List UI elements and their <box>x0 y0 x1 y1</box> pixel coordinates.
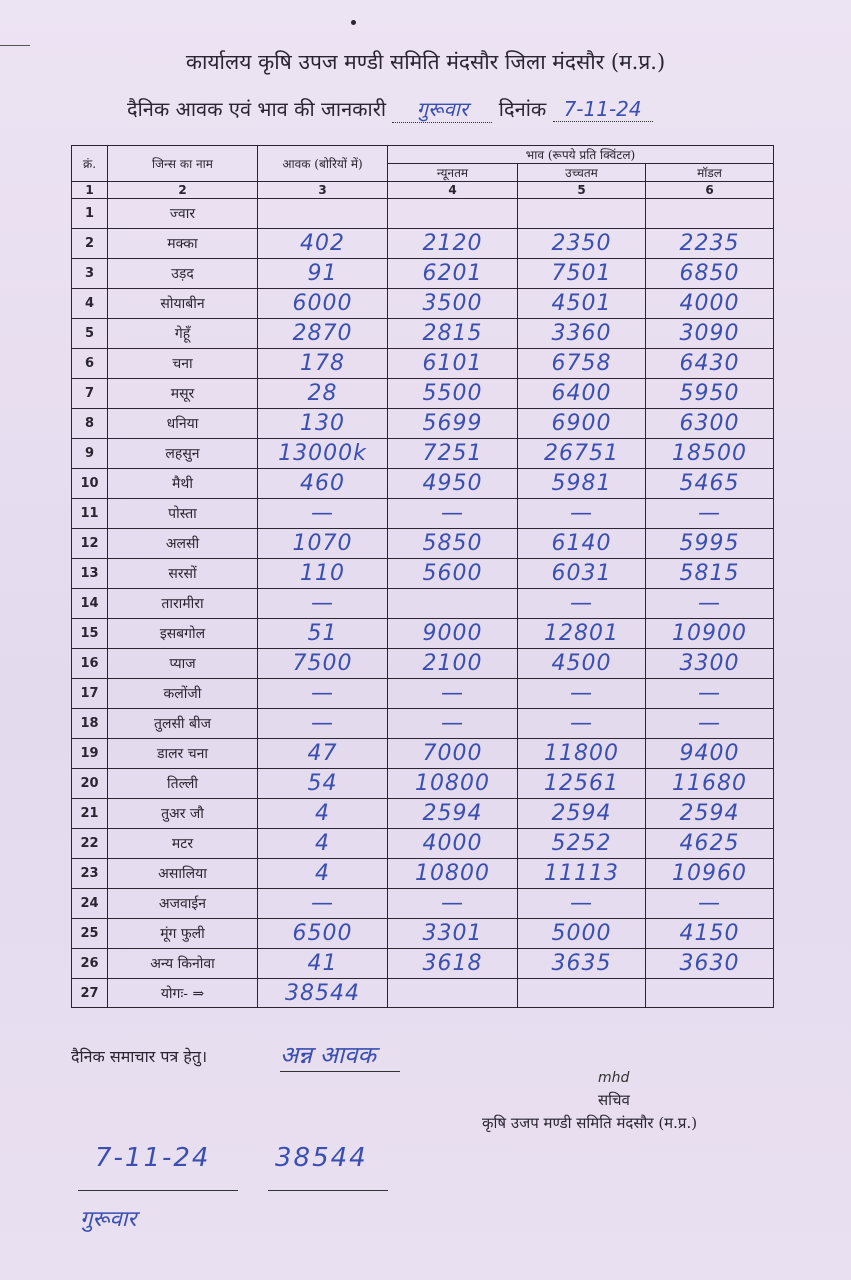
table-row <box>72 409 774 439</box>
table-row <box>72 499 774 529</box>
arrival-value: 7500 <box>258 649 388 679</box>
max-price: — <box>518 679 646 709</box>
report-date: 7-11-24 <box>553 97 653 122</box>
modal-price <box>646 199 774 229</box>
row-number: 9 <box>72 439 108 469</box>
max-price: 5000 <box>518 919 646 949</box>
min-price: 4950 <box>388 469 518 499</box>
row-number: 10 <box>72 469 108 499</box>
commodity-name: लहसुन <box>108 439 258 469</box>
min-price: 10800 <box>388 859 518 889</box>
min-price: — <box>388 889 518 919</box>
max-price: 4500 <box>518 649 646 679</box>
min-price: 4000 <box>388 829 518 859</box>
arrival-value: 4 <box>258 829 388 859</box>
row-number: 1 <box>72 199 108 229</box>
commodity-name: धनिया <box>108 409 258 439</box>
row-number: 7 <box>72 379 108 409</box>
modal-price: 4150 <box>646 919 774 949</box>
modal-price: 18500 <box>646 439 774 469</box>
modal-price: 10960 <box>646 859 774 889</box>
modal-price: 6300 <box>646 409 774 439</box>
min-price: 10800 <box>388 769 518 799</box>
min-price: 2815 <box>388 319 518 349</box>
commodity-name: इसबगोल <box>108 619 258 649</box>
header-arrival: आवक (बोरियों में) <box>258 146 388 182</box>
modal-price: — <box>646 499 774 529</box>
bottom-total: 38544 <box>275 1143 368 1173</box>
table-row <box>72 709 774 739</box>
arrival-value: 6500 <box>258 919 388 949</box>
row-number: 21 <box>72 799 108 829</box>
row-number: 18 <box>72 709 108 739</box>
column-number: 3 <box>258 182 388 199</box>
arrival-value: 41 <box>258 949 388 979</box>
commodity-name: सरसों <box>108 559 258 589</box>
max-price: 11800 <box>518 739 646 769</box>
arrival-value: — <box>258 499 388 529</box>
arrival-value: — <box>258 709 388 739</box>
table-row <box>72 679 774 709</box>
row-number: 6 <box>72 349 108 379</box>
min-price: 6101 <box>388 349 518 379</box>
min-price: 2594 <box>388 799 518 829</box>
punch-dot <box>351 20 356 25</box>
max-price: 6400 <box>518 379 646 409</box>
modal-price: 10900 <box>646 619 774 649</box>
row-number: 16 <box>72 649 108 679</box>
max-price: 11113 <box>518 859 646 889</box>
arrival-value: — <box>258 889 388 919</box>
arrival-value: 4 <box>258 859 388 889</box>
max-price: 5981 <box>518 469 646 499</box>
table-row <box>72 529 774 559</box>
max-price: 5252 <box>518 829 646 859</box>
modal-price: 11680 <box>646 769 774 799</box>
report-subtitle <box>127 95 653 123</box>
arrival-value: 178 <box>258 349 388 379</box>
modal-price: 6430 <box>646 349 774 379</box>
commodity-name: मसूर <box>108 379 258 409</box>
table-row <box>72 799 774 829</box>
bottom-day: गुरूवार <box>80 1207 137 1232</box>
total-arrival: 38544 <box>258 979 388 1008</box>
modal-price: 3630 <box>646 949 774 979</box>
commodity-name: प्याज <box>108 649 258 679</box>
table-row <box>72 289 774 319</box>
signature: mhd <box>598 1070 630 1086</box>
table-row <box>72 469 774 499</box>
max-price: 3360 <box>518 319 646 349</box>
row-number: 26 <box>72 949 108 979</box>
arrival-value: 28 <box>258 379 388 409</box>
min-price: 5500 <box>388 379 518 409</box>
commodity-name: मूंग फुली <box>108 919 258 949</box>
commodity-name: ज्वार <box>108 199 258 229</box>
arrival-value: — <box>258 679 388 709</box>
max-price: 3635 <box>518 949 646 979</box>
commodity-name: गेहूँ <box>108 319 258 349</box>
table-row <box>72 619 774 649</box>
total-number: 27 <box>72 979 108 1008</box>
modal-price: 4625 <box>646 829 774 859</box>
row-number: 4 <box>72 289 108 319</box>
edge-mark <box>0 45 30 46</box>
column-number-row <box>72 182 774 199</box>
commodity-name: मैथी <box>108 469 258 499</box>
commodity-name: अलसी <box>108 529 258 559</box>
max-price: 7501 <box>518 259 646 289</box>
table-row <box>72 319 774 349</box>
modal-price: — <box>646 679 774 709</box>
row-number: 8 <box>72 409 108 439</box>
newspaper-note: अन्न आवक <box>280 1038 400 1072</box>
min-price: 7251 <box>388 439 518 469</box>
max-price: 6900 <box>518 409 646 439</box>
min-price: 9000 <box>388 619 518 649</box>
table-row <box>72 829 774 859</box>
row-number: 13 <box>72 559 108 589</box>
max-price: 6758 <box>518 349 646 379</box>
min-price: — <box>388 499 518 529</box>
max-price: 12801 <box>518 619 646 649</box>
min-price: 2120 <box>388 229 518 259</box>
commodity-name: सोयाबीन <box>108 289 258 319</box>
max-price: 6140 <box>518 529 646 559</box>
modal-price: — <box>646 589 774 619</box>
table-row <box>72 949 774 979</box>
commodity-name: अजवाईन <box>108 889 258 919</box>
row-number: 2 <box>72 229 108 259</box>
min-price: 7000 <box>388 739 518 769</box>
arrival-value: 1070 <box>258 529 388 559</box>
commodity-name: मटर <box>108 829 258 859</box>
arrival-value: 402 <box>258 229 388 259</box>
arrival-value: — <box>258 589 388 619</box>
row-number: 15 <box>72 619 108 649</box>
row-number: 14 <box>72 589 108 619</box>
max-price: — <box>518 499 646 529</box>
table-row <box>72 919 774 949</box>
max-price: 6031 <box>518 559 646 589</box>
header-min: न्यूनतम <box>388 164 518 182</box>
row-number: 12 <box>72 529 108 559</box>
min-price: 6201 <box>388 259 518 289</box>
modal-price: 5995 <box>646 529 774 559</box>
table-row <box>72 229 774 259</box>
modal-price: 5815 <box>646 559 774 589</box>
column-number: 6 <box>646 182 774 199</box>
arrival-value <box>258 199 388 229</box>
row-number: 24 <box>72 889 108 919</box>
max-price: 12561 <box>518 769 646 799</box>
bottom-date: 7-11-24 <box>95 1143 211 1173</box>
min-price: — <box>388 709 518 739</box>
column-number: 4 <box>388 182 518 199</box>
min-price: 5699 <box>388 409 518 439</box>
max-price: — <box>518 889 646 919</box>
arrival-value: 460 <box>258 469 388 499</box>
subtitle-prefix: दैनिक आवक एवं भाव की जानकारी <box>127 97 387 121</box>
modal-price: — <box>646 709 774 739</box>
underline <box>78 1190 238 1191</box>
commodity-name: तारामीरा <box>108 589 258 619</box>
min-price: 2100 <box>388 649 518 679</box>
modal-price: 9400 <box>646 739 774 769</box>
modal-price: 3090 <box>646 319 774 349</box>
modal-price: 3300 <box>646 649 774 679</box>
arrival-value: 2870 <box>258 319 388 349</box>
min-price: 3500 <box>388 289 518 319</box>
underline <box>268 1190 388 1191</box>
table-row <box>72 859 774 889</box>
max-price <box>518 199 646 229</box>
header-modal: मॉडल <box>646 164 774 182</box>
modal-price: 4000 <box>646 289 774 319</box>
table-row <box>72 199 774 229</box>
row-number: 22 <box>72 829 108 859</box>
max-price: 2350 <box>518 229 646 259</box>
modal-price: 5950 <box>646 379 774 409</box>
header-name: जिन्स का नाम <box>108 146 258 182</box>
total-empty <box>518 979 646 1008</box>
price-table <box>71 145 774 1008</box>
table-row <box>72 769 774 799</box>
row-number: 17 <box>72 679 108 709</box>
min-price: — <box>388 679 518 709</box>
modal-price: 5465 <box>646 469 774 499</box>
column-number: 1 <box>72 182 108 199</box>
total-row <box>72 979 774 1008</box>
max-price: 4501 <box>518 289 646 319</box>
header-price-group: भाव (रूपये प्रति क्विंटल) <box>388 146 774 164</box>
table-row <box>72 649 774 679</box>
modal-price: 2235 <box>646 229 774 259</box>
max-price: 26751 <box>518 439 646 469</box>
commodity-name: मक्का <box>108 229 258 259</box>
min-price: 5850 <box>388 529 518 559</box>
arrival-value: 13000k <box>258 439 388 469</box>
arrival-value: 91 <box>258 259 388 289</box>
commodity-name: कलोंजी <box>108 679 258 709</box>
commodity-name: तुलसी बीज <box>108 709 258 739</box>
arrival-value: 130 <box>258 409 388 439</box>
commodity-name: अन्य किनोवा <box>108 949 258 979</box>
office-title: कार्यालय कृषि उपज मण्डी समिति मंदसौर जिला मंदसौर (म.प्र.) <box>185 50 666 74</box>
total-empty <box>388 979 518 1008</box>
table-row <box>72 889 774 919</box>
header-sn: क्रं. <box>72 146 108 182</box>
commodity-name: तिल्ली <box>108 769 258 799</box>
row-number: 19 <box>72 739 108 769</box>
row-number: 23 <box>72 859 108 889</box>
commodity-name: तुअर जौ <box>108 799 258 829</box>
table-row <box>72 259 774 289</box>
row-number: 20 <box>72 769 108 799</box>
row-number: 25 <box>72 919 108 949</box>
header-max: उच्चतम <box>518 164 646 182</box>
column-number: 2 <box>108 182 258 199</box>
table-row <box>72 439 774 469</box>
arrival-value: 110 <box>258 559 388 589</box>
table-row <box>72 589 774 619</box>
table-row <box>72 379 774 409</box>
total-label: योगः- ⇒ <box>108 979 258 1008</box>
commodity-name: डालर चना <box>108 739 258 769</box>
arrival-value: 51 <box>258 619 388 649</box>
table-row <box>72 559 774 589</box>
commodity-name: पोस्ता <box>108 499 258 529</box>
min-price: 3301 <box>388 919 518 949</box>
min-price <box>388 199 518 229</box>
arrival-value: 47 <box>258 739 388 769</box>
modal-price: 6850 <box>646 259 774 289</box>
total-empty <box>646 979 774 1008</box>
max-price: — <box>518 589 646 619</box>
row-number: 3 <box>72 259 108 289</box>
column-number: 5 <box>518 182 646 199</box>
arrival-value: 54 <box>258 769 388 799</box>
min-price <box>388 589 518 619</box>
max-price: — <box>518 709 646 739</box>
newspaper-label: दैनिक समाचार पत्र हेतु। <box>71 1047 208 1066</box>
modal-price: 2594 <box>646 799 774 829</box>
commodity-name: चना <box>108 349 258 379</box>
modal-price: — <box>646 889 774 919</box>
arrival-value: 4 <box>258 799 388 829</box>
arrival-value: 6000 <box>258 289 388 319</box>
signatory-role: सचिव <box>598 1091 630 1109</box>
date-label: दिनांक <box>498 97 547 121</box>
row-number: 5 <box>72 319 108 349</box>
table-row <box>72 739 774 769</box>
max-price: 2594 <box>518 799 646 829</box>
signatory-org: कृषि उजप मण्डी समिति मंदसौर (म.प्र.) <box>482 1114 698 1132</box>
min-price: 3618 <box>388 949 518 979</box>
commodity-name: असालिया <box>108 859 258 889</box>
table-row <box>72 349 774 379</box>
commodity-name: उड़द <box>108 259 258 289</box>
min-price: 5600 <box>388 559 518 589</box>
row-number: 11 <box>72 499 108 529</box>
report-day: गुरूवार <box>392 95 492 123</box>
